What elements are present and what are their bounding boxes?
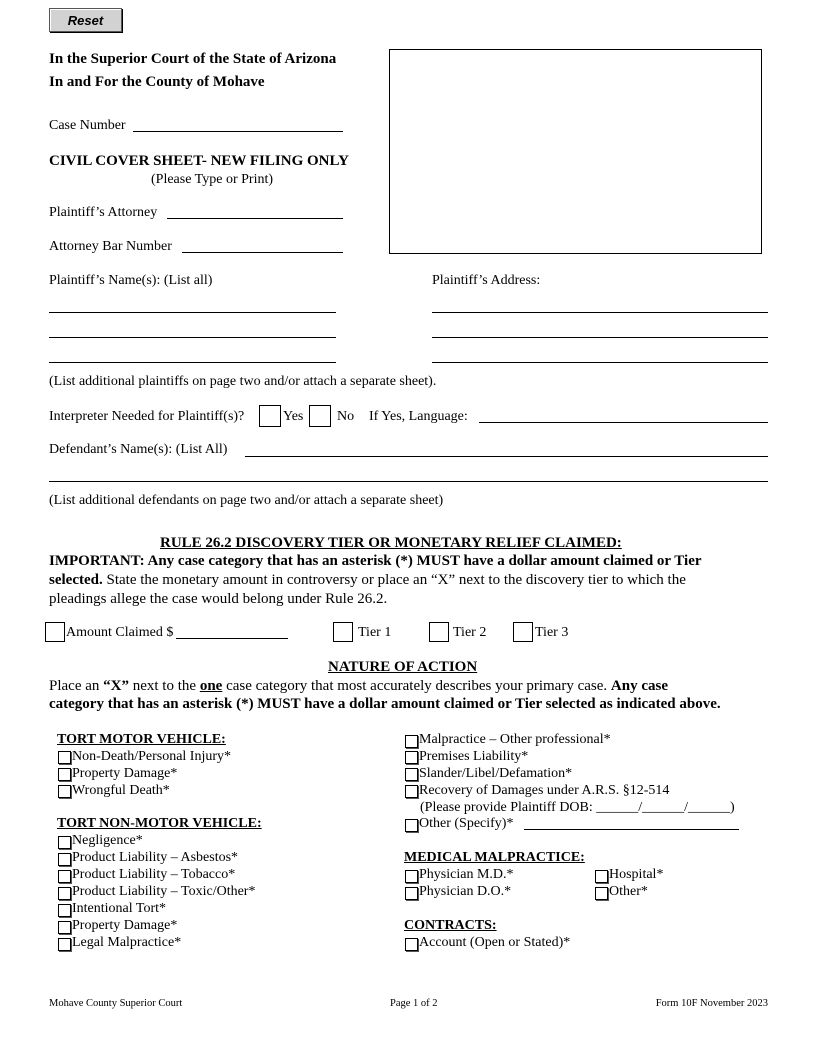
interpreter-no-checkbox[interactable] [309, 405, 331, 427]
contracts-checkbox[interactable] [405, 938, 418, 951]
attorney-label: Plaintiff’s Attorney [49, 205, 158, 220]
medical-heading: MEDICAL MALPRACTICE: [404, 850, 585, 865]
footer-form: Form 10F November 2023 [655, 998, 768, 1009]
interpreter-language-label: If Yes, Language: [369, 409, 468, 424]
additional-plaintiffs-note: (List additional plaintiffs on page two and/or attach a separate sheet). [49, 374, 437, 389]
interpreter-no-label: No [337, 409, 355, 424]
nature-instr-rest: case category that most accurately describes your primary case. [222, 678, 611, 694]
hospital-label: Hospital* [609, 867, 664, 882]
amount-claimed-checkbox[interactable] [45, 622, 65, 642]
tier2-checkbox[interactable] [429, 622, 449, 642]
tort-motor-checkbox[interactable] [58, 785, 71, 798]
tort-motor-checkbox[interactable] [58, 768, 71, 781]
bar-number-label: Attorney Bar Number [49, 239, 172, 254]
tort-non-motor-item: Product Liability – Toxic/Other* [72, 884, 256, 899]
court-name-line2: In and For the County of Mohave [49, 74, 265, 90]
physician-do-label: Physician D.O.* [419, 884, 512, 899]
contracts-heading: CONTRACTS: [404, 918, 497, 933]
nature-instr-one: one [199, 678, 223, 694]
defendant-field[interactable] [49, 481, 768, 482]
right-col-checkbox[interactable] [405, 785, 418, 798]
other-specify-field[interactable] [524, 829, 739, 830]
tort-non-motor-checkbox[interactable] [58, 921, 71, 934]
tort-motor-item: Property Damage* [72, 766, 178, 781]
right-col-item: Slander/Libel/Defamation* [419, 766, 573, 781]
bar-number-field[interactable] [182, 252, 343, 253]
nature-instr-pre: Place an [49, 678, 104, 694]
plaintiff-address-field[interactable] [432, 337, 768, 338]
rule-important-line2 [49, 572, 686, 589]
plaintiff-address-label: Plaintiff’s Address: [432, 273, 541, 288]
amount-claimed-label: Amount Claimed $ [66, 625, 174, 640]
right-col-checkbox[interactable] [405, 751, 418, 764]
rule-important-line3: pleadings allege the case would belong under Rule 26.2. [49, 591, 388, 607]
tier3-label: Tier 3 [535, 625, 569, 640]
tort-non-motor-heading: TORT NON-MOTOR VEHICLE: [57, 816, 262, 831]
plaintiff-address-field[interactable] [432, 312, 768, 313]
tier3-checkbox[interactable] [513, 622, 533, 642]
right-col-checkbox[interactable] [405, 735, 418, 748]
physician-md-checkbox[interactable] [405, 870, 418, 883]
interpreter-yes-label: Yes [283, 409, 304, 424]
tier1-checkbox[interactable] [333, 622, 353, 642]
tort-non-motor-item: Product Liability – Asbestos* [72, 850, 239, 865]
tort-non-motor-checkbox[interactable] [58, 853, 71, 866]
tort-motor-item: Wrongful Death* [72, 783, 170, 798]
sheet-subtitle: (Please Type or Print) [151, 172, 274, 187]
right-col-checkbox[interactable] [405, 768, 418, 781]
tort-non-motor-item: Negligence* [72, 833, 143, 848]
plaintiff-address-field[interactable] [432, 362, 768, 363]
plaintiff-name-field[interactable] [49, 312, 336, 313]
interpreter-language-field[interactable] [479, 422, 768, 423]
tort-non-motor-item: Product Liability – Tobacco* [72, 867, 236, 882]
hospital-checkbox[interactable] [595, 870, 608, 883]
other-specify-label: Other (Specify)* [419, 816, 514, 831]
tort-non-motor-checkbox[interactable] [58, 836, 71, 849]
interpreter-label: Interpreter Needed for Plaintiff(s)? [49, 409, 245, 424]
nature-instr-bold1: Any case [610, 678, 668, 694]
nature-instruction-line2: category that has an asterisk (*) MUST have a dollar amount claimed or Tier selected as indicated above. [49, 696, 721, 712]
contracts-item: Account (Open or Stated)* [419, 935, 571, 950]
plaintiff-names-label: Plaintiff’s Name(s): (List all) [49, 273, 213, 288]
nature-instr-x: “X” [103, 678, 129, 694]
tort-non-motor-checkbox[interactable] [58, 938, 71, 951]
medical-other-label: Other* [609, 884, 648, 899]
amount-claimed-field[interactable] [176, 638, 288, 639]
tort-non-motor-checkbox[interactable] [58, 887, 71, 900]
right-col-item: Malpractice – Other professional* [419, 732, 611, 747]
plaintiff-name-field[interactable] [49, 337, 336, 338]
clerk-stamp-box [389, 49, 762, 254]
tort-motor-checkbox[interactable] [58, 751, 71, 764]
rule-heading: RULE 26.2 DISCOVERY TIER OR MONETARY RELIEF CLAIMED: [160, 535, 622, 551]
reset-button[interactable]: Reset [49, 8, 122, 32]
footer-court: Mohave County Superior Court [49, 998, 183, 1009]
nature-instruction-line1 [49, 678, 668, 695]
other-specify-checkbox[interactable] [405, 819, 418, 832]
sheet-title: CIVIL COVER SHEET- NEW FILING ONLY [49, 153, 349, 169]
tort-non-motor-item: Legal Malpractice* [72, 935, 182, 950]
rule-important-text: State the monetary amount in controversy or place an “X” next to the discovery tier to which the [102, 572, 686, 588]
tort-non-motor-item: Property Damage* [72, 918, 178, 933]
footer-page: Page 1 of 2 [390, 998, 438, 1009]
medical-other-checkbox[interactable] [595, 887, 608, 900]
right-col-item: Premises Liability* [419, 749, 529, 764]
defendant-label: Defendant’s Name(s): (List All) [49, 442, 228, 457]
additional-defendants-note: (List additional defendants on page two and/or attach a separate sheet) [49, 493, 444, 508]
plaintiff-name-field[interactable] [49, 362, 336, 363]
dob-note: (Please provide Plaintiff DOB: ______/______/______) [420, 800, 735, 815]
case-number-label: Case Number [49, 118, 126, 133]
case-number-field[interactable] [133, 131, 343, 132]
physician-md-label: Physician M.D.* [419, 867, 514, 882]
right-col-item: Recovery of Damages under A.R.S. §12-514 [419, 783, 670, 798]
tier2-label: Tier 2 [453, 625, 487, 640]
interpreter-yes-checkbox[interactable] [259, 405, 281, 427]
nature-instr-mid: next to the [128, 678, 200, 694]
physician-do-checkbox[interactable] [405, 887, 418, 900]
rule-important-line1: IMPORTANT: Any case category that has an asterisk (*) MUST have a dollar amount claimed or Tier [49, 553, 702, 569]
nature-heading: NATURE OF ACTION [328, 659, 478, 675]
attorney-field[interactable] [167, 218, 343, 219]
court-name-line1: In the Superior Court of the State of Arizona [49, 51, 337, 67]
tort-non-motor-checkbox[interactable] [58, 870, 71, 883]
tort-non-motor-item: Intentional Tort* [72, 901, 167, 916]
tort-motor-heading: TORT MOTOR VEHICLE: [57, 732, 226, 747]
tort-non-motor-checkbox[interactable] [58, 904, 71, 917]
defendant-field[interactable] [245, 456, 768, 457]
tier1-label: Tier 1 [358, 625, 392, 640]
tort-motor-item: Non-Death/Personal Injury* [72, 749, 232, 764]
rule-important-bold: selected. [49, 572, 103, 588]
